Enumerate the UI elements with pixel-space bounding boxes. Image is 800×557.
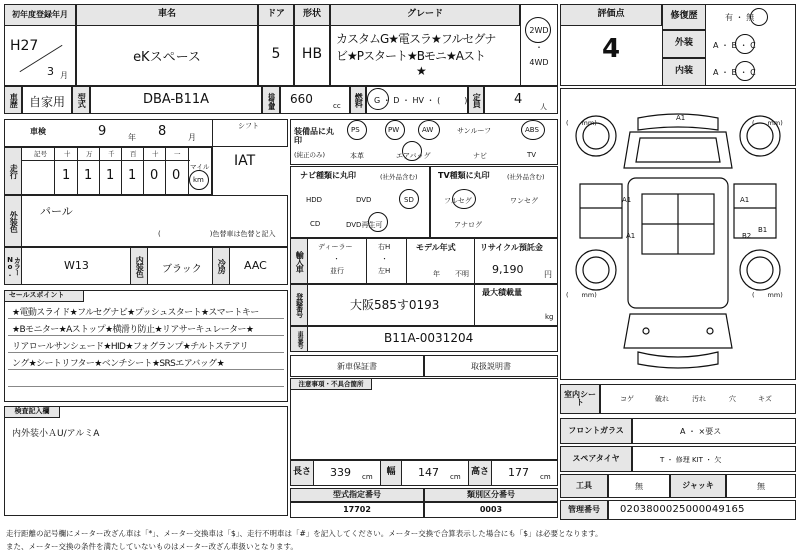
length-unit: cm [362,473,373,481]
model-label: 型式 [72,86,90,114]
mileage-digit: 0 [172,168,181,183]
category-label: 類別区分番号 [424,488,558,502]
model-year-year: 年 [433,270,440,278]
inspection-month: 8 [158,124,167,139]
shape-label: 形状 [294,4,330,26]
import-left-h: 左H [378,267,391,275]
drive-4wd: 4WD [529,58,549,67]
sales-rule [8,369,284,370]
import-divider [406,238,407,284]
interior-label: 内装色 [130,247,148,285]
recycle-label: リサイクル預託金 [480,243,543,252]
fuel-label: 燃料 [350,86,366,114]
shift-divider [212,119,213,195]
mileage-unit: 千 [108,150,115,158]
registration-divider [474,284,475,326]
score: 4 [601,34,621,64]
footer-line2: また、メーター交換の条件を満たしていないものはメーター改ざん車扱いとなります。 [6,542,298,551]
jack-value: 無 [757,482,765,491]
shift-label: シフト [238,122,259,130]
equip-item: PW [388,126,400,134]
usage-label: 車歴 [4,86,22,114]
first-reg-month: 3 [47,65,54,78]
import-parallel: 並行 [330,267,344,275]
car-name-label: 車名 [76,4,258,26]
usage: 自家用 [28,95,65,109]
interior: ブラック [162,264,202,275]
mileage-col-line [77,147,78,195]
equip-item: AW [422,126,434,134]
equip-item: PS [351,126,360,134]
shift: IAT [234,153,256,169]
sales-rule [8,335,284,336]
mileage-col-line [99,147,100,195]
tv-item: フルセグ [444,197,472,205]
interior-sheet-item: コゲ [620,395,634,403]
mileage-unit: 万 [86,150,93,158]
repair-none-circle [750,8,768,26]
import-divider [366,238,367,284]
mileage-col-line [54,147,55,195]
inspection-month-unit: 月 [188,133,196,142]
interior-abc: A ・ B ・ C [713,68,756,77]
type-designation: 17702 [343,505,371,514]
grade-line2: ビ★Pスタート★Bモニ★Aスト [336,49,485,63]
tv-label: TV種類に丸印 [438,171,490,180]
tv-item: アナログ [454,221,482,229]
model-year-label: モデル年式 [416,243,456,252]
import-divider [474,238,475,284]
mile-label: マイル [190,163,210,171]
navi-item: HDD [306,196,323,204]
sales-rule [8,386,284,387]
drive-dot: ・ [535,43,543,52]
equipment-sublabel: (純正のみ) [294,151,326,159]
door-label: ドア [258,4,294,26]
first-reg-label: 初年度登録年月 [4,4,76,26]
displacement-unit: cc [333,102,341,110]
mileage-unit: 一 [174,150,181,158]
interior-sheet-item: 穴 [729,395,736,403]
color-no: W13 [64,259,89,272]
diagram-label: A1 [740,196,750,204]
equip-item: サンルーフ [457,127,492,135]
mileage-col-line [121,147,122,195]
caution-box [290,378,558,460]
grade-label: グレード [330,4,520,26]
windshield-label: フロントガラス [560,418,632,444]
fuel-options: G ・ D ・ HV ・ ( ) [374,96,468,105]
tire-mark: ( mm) [752,119,783,127]
diagram-label: B2 [742,232,752,240]
diagram-label: A1 [622,196,632,204]
height-label: 高さ [468,460,492,486]
spare-label: スペアタイヤ [560,446,632,472]
new-car-warranty: 新車保証書 [337,362,377,371]
car-name: eKスペース [133,50,201,65]
tire-mark: ( mm) [752,291,783,299]
mileage-col-line [188,147,189,195]
color-label: 外装色 [4,195,22,247]
navi-item: SD [404,196,414,204]
spare-value: T ・ 修理 KIT ・ 欠 [660,456,722,464]
tire-mark: ( mm) [566,291,597,299]
ac-label: 冷房 [212,247,230,285]
capacity-unit: 人 [540,103,547,111]
mileage-col-line [165,147,166,195]
length: 339 [330,466,351,479]
color-value: パール [40,205,73,218]
width-unit: cm [450,473,461,481]
caution-label: 注意事項・不具合箇所 [290,378,372,390]
mileage-unit: 十 [64,150,71,158]
sales-point-line: ング★シートリフター★ベンチシート★SRSエアバッグ★ [12,359,225,369]
mileage-unit-row [22,149,182,159]
inspection-year-unit: 年 [128,133,136,142]
sales-point-line: ★電動スライド★フルセグナビ★プッシュスタート★スマートキー [12,308,259,318]
height-unit: cm [540,473,551,481]
mileage-digit: 1 [62,168,71,183]
recycle: 9,190 [492,263,524,276]
drive-2wd: 2WD [529,26,549,35]
notes-entry-label: 検査記入欄 [4,406,60,418]
exterior-label: 外装 [662,30,706,58]
navi-sub: (社外品含む) [380,173,418,181]
equip-item: 本革 [350,152,364,160]
inspection-label: 車検 [30,127,46,136]
footer-line1: 走行距離の記号欄にメーター改ざん車は「*」、メーター交換車は「$」、走行不明車は「#」を記入してください。メーター交換で合算表示した場合にも「$」は必要となります。 [6,529,603,538]
grade-line1: カスタムG★電スラ★フルセグナ [336,32,496,46]
sales-point-line: ★Bモニター★Aストップ★横滑り防止★リアサーキュレーター★ [12,325,254,335]
interior-grade-label: 内装 [662,58,706,86]
displacement: 660 [290,92,313,106]
navi-item: DVD再生可 [346,221,383,229]
notes-entry-text: 内外装小ＡU/アルミA [12,429,100,439]
navi-item: DVD [356,196,372,204]
mileage-label: 走行 [4,147,22,195]
tire-mark: ( mm) [566,119,597,127]
sales-points-label: セールスポイント [4,290,84,302]
tools-value: 無 [635,482,643,491]
diagram-label: A1 [626,232,636,240]
first-reg-month-unit: 月 [60,71,68,80]
color-note: ( )色替車は色替と記入 [158,230,276,238]
interior-sheet-label: 室内シート [560,384,600,414]
max-load-unit: kg [545,313,554,321]
recycle-unit: 円 [544,270,552,279]
equip-item: ABS [525,126,539,134]
mileage-unit: 十 [152,150,159,158]
equip-item: ナビ [473,152,487,160]
diagram-label: A1 [676,114,686,122]
management-label: 管理番号 [560,500,608,520]
registration-number: 大阪585す0193 [350,298,440,312]
manual: 取扱説明書 [471,362,511,371]
mileage-unit: 百 [130,150,137,158]
km-label: km [193,176,204,184]
capacity-label: 定員 [468,86,484,114]
management-number: 0203800025000049165 [620,504,745,515]
interior-sheet-item: キズ [758,395,772,403]
diagram-label: B1 [758,226,768,234]
repair-label: 修復歴 [662,4,706,30]
type-designation-label: 型式指定番号 [290,488,424,502]
shape: HB [301,46,323,62]
import-right-h: 右H [378,243,391,251]
max-load-label: 最大積載量 [482,288,522,297]
tv-sub: (社外品含む) [507,173,545,181]
interior-sheet-item: 汚れ [692,395,706,403]
interior-sheet-item: 破れ [655,395,669,403]
equip-item: TV [527,151,537,159]
tv-item: ワンセグ [510,197,538,205]
displacement-label: 排気量 [262,86,280,114]
score-label: 評価点 [560,4,662,26]
color-no-label: カラーNo. [4,247,22,285]
chassis-label: 車台番号 [290,326,308,352]
import-dot: ・ [333,255,340,263]
mileage-digit: 1 [106,168,115,183]
windshield-value: A ・ ×要ス [680,427,722,436]
mileage-digit: 1 [128,168,137,183]
first-reg-era: H27 [10,38,39,54]
tools-label: 工具 [560,474,608,498]
grade-line3: ★ [416,64,427,78]
exterior-abc: A ・ B ・ C [713,41,756,50]
equipment-label: 装備品に丸印 [294,127,334,145]
import-dot2: ・ [381,255,388,263]
category: 0003 [479,505,503,514]
mileage-digit: 0 [150,168,159,183]
import-dealer: ディーラー [318,243,353,251]
registration-label: 登録番号 [290,284,308,326]
model-year-unknown: 不明 [455,270,469,278]
mileage-unit: 記号 [34,150,47,158]
exterior-b-circle [735,34,755,54]
height: 177 [508,466,529,479]
equip-item: エアバッグ [396,152,431,160]
width-label: 幅 [380,460,402,486]
navi-item: CD [310,220,321,228]
capacity: 4 [514,92,523,107]
doors: 5 [271,46,281,62]
car-diagram [560,88,796,380]
chassis-number: B11A-0031204 [384,331,474,345]
inspection-year: 9 [98,124,107,139]
sales-point-line: リアロールサンシェード★HID★フォグランプ★チルトステアリ [12,342,248,352]
navi-label: ナビ種類に丸印 [300,171,356,180]
interior-b-circle [735,61,755,81]
import-label: 輸入車 [290,238,308,284]
sales-rule [8,318,284,319]
mileage-col-line [143,147,144,195]
sales-rule [8,352,284,353]
repair-options: 有 ・ 無 [725,13,755,22]
length-label: 長さ [290,460,314,486]
width: 147 [418,466,439,479]
mileage-digit: 1 [84,168,93,183]
jack-label: ジャッキ [670,474,726,498]
model: DBA-B11A [142,92,210,107]
notes-entry-box [4,406,288,516]
ac: AAC [244,259,267,272]
